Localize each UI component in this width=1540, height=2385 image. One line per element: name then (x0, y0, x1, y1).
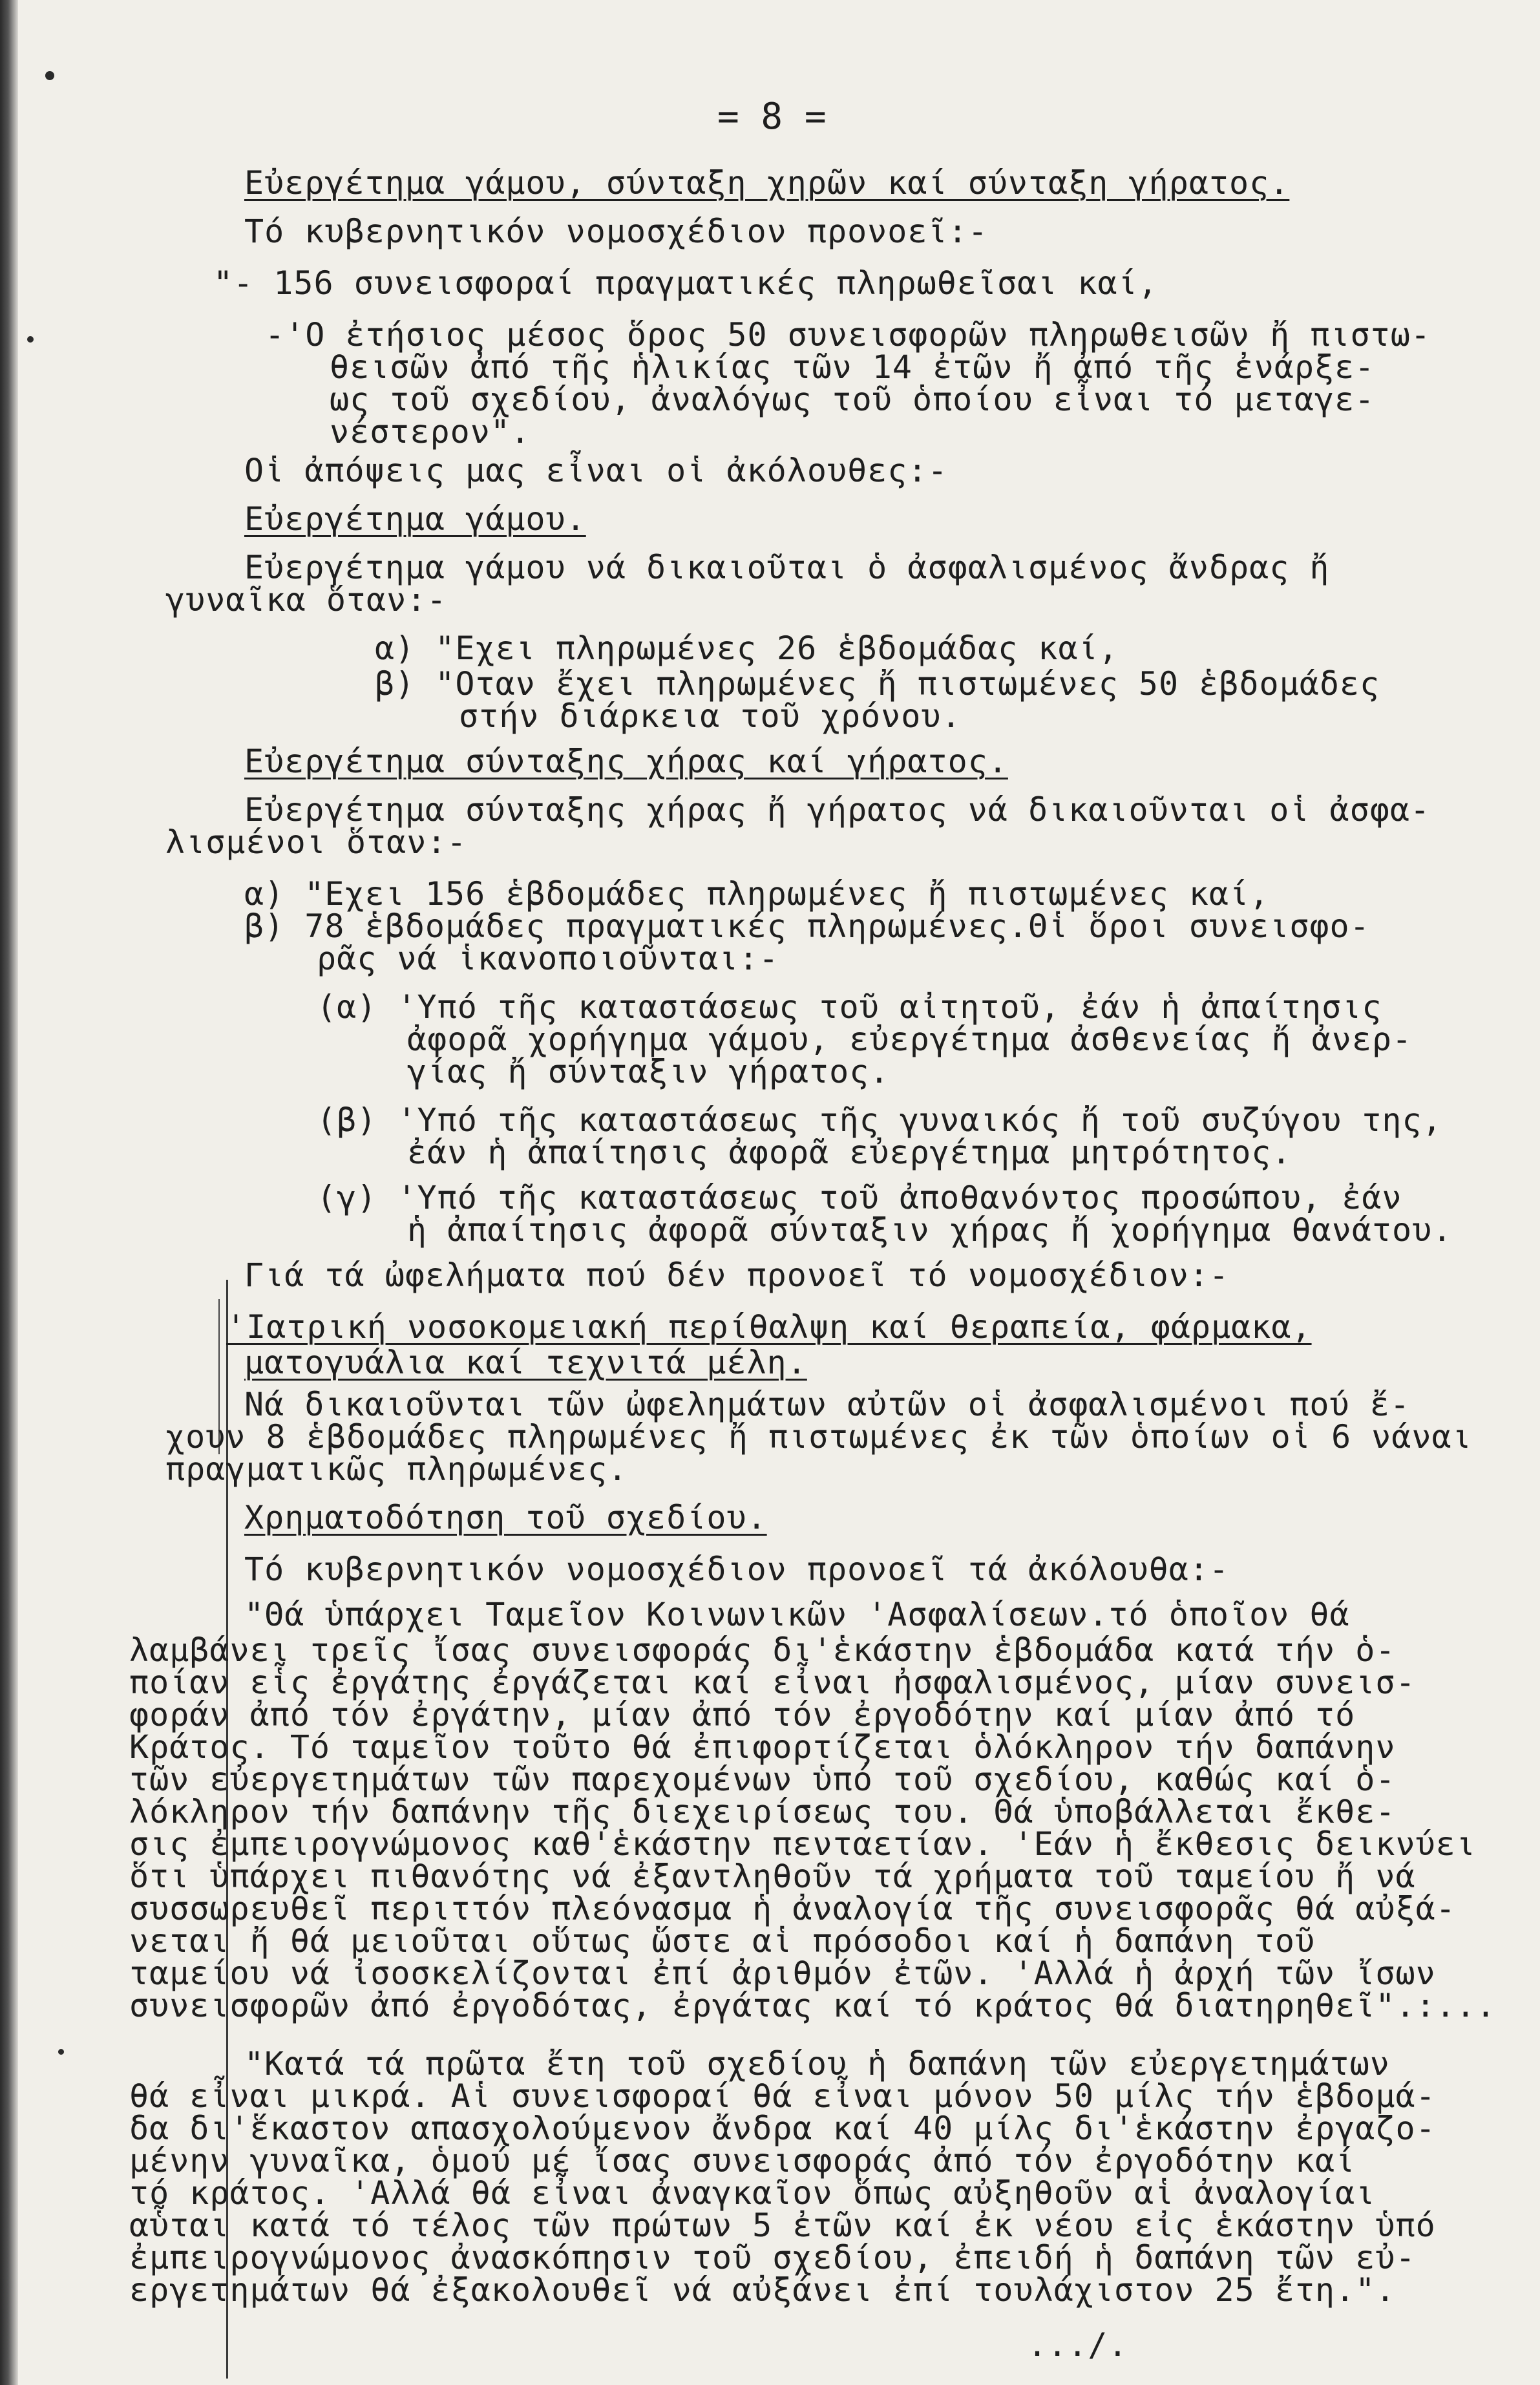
heading-marriage-benefit: Εὐεργέτημα γάμου. (244, 500, 586, 538)
quote-line: εργετημάτων θά ἐξακολουθεῖ νά αὐξάνει ἐπί τουλάχιστον 25 ἔτη.". (129, 2271, 1396, 2309)
quote-line: μένην γυναῖκα, ὁμού μέ ἴσας συνεισφοράς ἀπό τόν ἐργοδότην καί (129, 2142, 1356, 2179)
quote-line: λόκληρον τήν δαπάνην τῆς διεχειρίσεως του. Θά ὑποβάλλεται ἔκθε- (129, 1793, 1396, 1830)
quote-line: -'Ο ἐτήσιος μέσος ὅρος 50 συνεισφορῶν πληρωθεισῶν ἤ πιστω- (265, 316, 1431, 354)
sub-item: (γ) 'Υπό τῆς καταστάσεως τοῦ ἀποθανόντος προσώπου, ἐάν (317, 1179, 1402, 1216)
quote-line: ποίαν εἷς ἐργάτης ἐργάζεται καί εἶναι ἠσφαλισμένος, μίαν συνεισ- (129, 1664, 1416, 1701)
quote-line: ἐμπειρογνώμονος ἀνασκόπησιν τοῦ σχεδίου, ἐπειδή ἡ δαπάνη τῶν εὐ- (129, 2239, 1416, 2276)
quote-line: σις ἐμπειρογνώμονος καθ'ἑκάστην πενταετίαν. 'Εάν ἡ ἔκθεσις δεικνύει (129, 1825, 1476, 1863)
ink-speck (58, 2049, 64, 2055)
quote-line: ως τοῦ σχεδίου, ἀναλόγως τοῦ ὁποίου εἶναι τό μεταγε- (330, 381, 1375, 418)
list-item: β) 78 ἑβδομάδες πραγματικές πληρωμένες.Θἱ ὅροι συνεισφο- (244, 907, 1370, 945)
scan-edge-shadow (0, 0, 18, 2385)
quote-line: "Θά ὑπάρχει Ταμεῖον Κοινωνικῶν 'Ασφαλίσεων.τό ὁποῖον θά (244, 1596, 1350, 1633)
paragraph-line: Εὐεργέτημα σύνταξης χήρας ἤ γήρατος νά δικαιοῦνται οἱ ἀσφα- (244, 791, 1431, 829)
intro-line: Τό κυβερνητικόν νομοσχέδιον προνοεῖ:- (244, 213, 988, 250)
list-item: στήν διάρκεια τοῦ χρόνου. (459, 697, 962, 735)
quote-line: ὅτι ὑπάρχει πιθανότης νά ἐξαντληθοῦν τά χρήματα τοῦ ταμείου ἤ νά (129, 1858, 1416, 1895)
paragraph-line: χουν 8 ἑβδομάδες πληρωμένες ἤ πιστωμένες ἐκ τῶν ὁποίων οἱ 6 νάναι (165, 1418, 1472, 1456)
sub-item: γίας ἤ σύνταξιν γήρατος. (407, 1053, 890, 1090)
list-item: β) "Οταν ἔχει πληρωμένες ἤ πιστωμένες 50 ἑβδομάδες (375, 665, 1380, 703)
quote-line: τό κράτος. 'Αλλά θά εἶναι ἀναγκαῖον ὅπως αὐξηθοῦν αἱ ἀναλογίαι (129, 2174, 1376, 2212)
list-item: α) "Εχει 156 ἑβδομάδες πληρωμένες ἤ πιστωμένες καί, (244, 875, 1270, 913)
quote-line: θά εἶναι μικρά. Αἱ συνεισφοραί θά εἶναι μόνον 50 μίλς τήν ἑβδομά- (129, 2077, 1436, 2115)
paragraph-line: Νά δικαιοῦνται τῶν ὠφελημάτων αὐτῶν οἱ ἀσφαλισμένοι πού ἔ- (244, 1386, 1410, 1423)
ink-speck (45, 71, 54, 80)
quote-line: δα δι'ἕκαστον απασχολούμενον ἄνδρα καί 40 μίλς δι'ἑκάστην ἐργαζο- (129, 2110, 1436, 2147)
page-number: = 8 = (717, 96, 827, 138)
heading-marriage-widow-pension: Εὐεργέτημα γάμου, σύνταξη χηρῶν καί σύνταξη γήρατος. (244, 164, 1290, 202)
quote-line: φοράν ἀπό τόν ἐργάτην, μίαν ἀπό τόν ἐργοδότην καί μίαν ἀπό τό (129, 1696, 1356, 1733)
sub-item: ἀφορᾶ χορήγημα γάμου, εὐεργέτημα ἀσθενείας ἤ ἀνερ- (407, 1021, 1413, 1058)
quote-line: νεται ἤ θά μειοῦται οὕτως ὥστε αἱ πρόσοδοι καί ἡ δαπάνη τοῦ (129, 1922, 1316, 1960)
paragraph-line: πραγματικῶς πληρωμένες. (165, 1450, 628, 1488)
quote-line: "Κατά τά πρῶτα ἔτη τοῦ σχεδίου ἡ δαπάνη τῶν εὐεργετημάτων (244, 2045, 1390, 2083)
sub-item: ἐάν ἡ ἀπαίτησις ἀφορᾶ εὐεργέτημα μητρότητος. (407, 1134, 1292, 1171)
quote-line: "- 156 συνεισφοραί πραγματικές πληρωθεῖσαι καί, (213, 264, 1158, 302)
paragraph-line: λισμένοι ὅταν:- (165, 823, 467, 861)
benefits-intro-line: Γιά τά ὠφελήματα πού δέν προνοεῖ τό νομοσχέδιον:- (244, 1256, 1230, 1294)
sub-item: (α) 'Υπό τῆς καταστάσεως τοῦ αἰτητοῦ, ἐάν ἡ ἀπαίτησις (317, 988, 1382, 1026)
quote-line: Κράτος. Τό ταμεῖον τοῦτο θά ἐπιφορτίζεται ὁλόκληρον τήν δαπάνην (129, 1728, 1396, 1766)
ink-speck (27, 336, 34, 343)
heading-medical-care-cont: ματογυάλια καί τεχνιτά μέλη. (244, 1344, 807, 1381)
funding-intro-line: Τό κυβερνητικόν νομοσχέδιον προνοεῖ τά ἀκόλουθα:- (244, 1551, 1230, 1588)
list-item: α) "Εχει πληρωμένες 26 ἑβδομάδας καί, (375, 630, 1119, 667)
quote-line: ταμείου νά ἰσοσκελίζονται ἐπί ἀριθμόν ἐτῶν. 'Αλλά ἡ ἀρχή τῶν ἴσων (129, 1955, 1436, 1992)
continuation-mark: .../. (1028, 2326, 1128, 2364)
list-item: ρᾶς νά ἱκανοποιοῦνται:- (317, 940, 779, 977)
views-line: Οἱ ἀπόψεις μας εἶναι οἱ ἀκόλουθες:- (244, 452, 948, 489)
quote-line: συσσωρευθεῖ περιττόν πλεόνασμα ἡ ἀναλογία τῆς συνεισφορᾶς θά αὐξά- (129, 1890, 1456, 1927)
heading-medical-care: 'Ιατρική νοσοκομειακή περίθαλψη καί θεραπεία, φάρμακα, (226, 1308, 1312, 1346)
paragraph-line: Εὐεργέτημα γάμου νά δικαιοῦται ὁ ἀσφαλισμένος ἄνδρας ἤ (244, 549, 1330, 586)
quote-line: θεισῶν ἀπό τῆς ἡλικίας τῶν 14 ἐτῶν ἤ ἀπό τῆς ἐνάρξε- (330, 348, 1375, 386)
quote-line: αὗται κατά τό τέλος τῶν πρώτων 5 ἐτῶν καί ἐκ νέου εἰς ἑκάστην ὑπό (129, 2207, 1436, 2244)
quote-line: λαμβάνει τρεῖς ἴσας συνεισφοράς δι'ἑκάστην ἑβδομάδα κατά τήν ὁ- (129, 1631, 1396, 1669)
sub-item: (β) 'Υπό τῆς καταστάσεως τῆς γυναικός ἤ τοῦ συζύγου της, (317, 1101, 1442, 1139)
quote-line: νέστερον". (330, 413, 531, 450)
paragraph-line: γυναῖκα ὅταν:- (165, 581, 447, 619)
heading-widow-old-age-pension: Εὐεργέτημα σύνταξης χήρας καί γήρατος. (244, 743, 1008, 780)
heading-financing: Χρηματοδότηση τοῦ σχεδίου. (244, 1499, 767, 1536)
quote-line: συνεισφορῶν ἀπό ἐργοδότας, ἐργάτας καί τό κράτος θά διατηρηθεῖ".:... (129, 1987, 1496, 2024)
sub-item: ἡ ἀπαίτησις ἀφορᾶ σύνταξιν χήρας ἤ χορήγημα θανάτου. (407, 1211, 1453, 1249)
quote-line: τῶν εὐεργετημάτων τῶν παρεχομένων ὑπό τοῦ σχεδίου, καθώς καί ὁ- (129, 1761, 1396, 1798)
